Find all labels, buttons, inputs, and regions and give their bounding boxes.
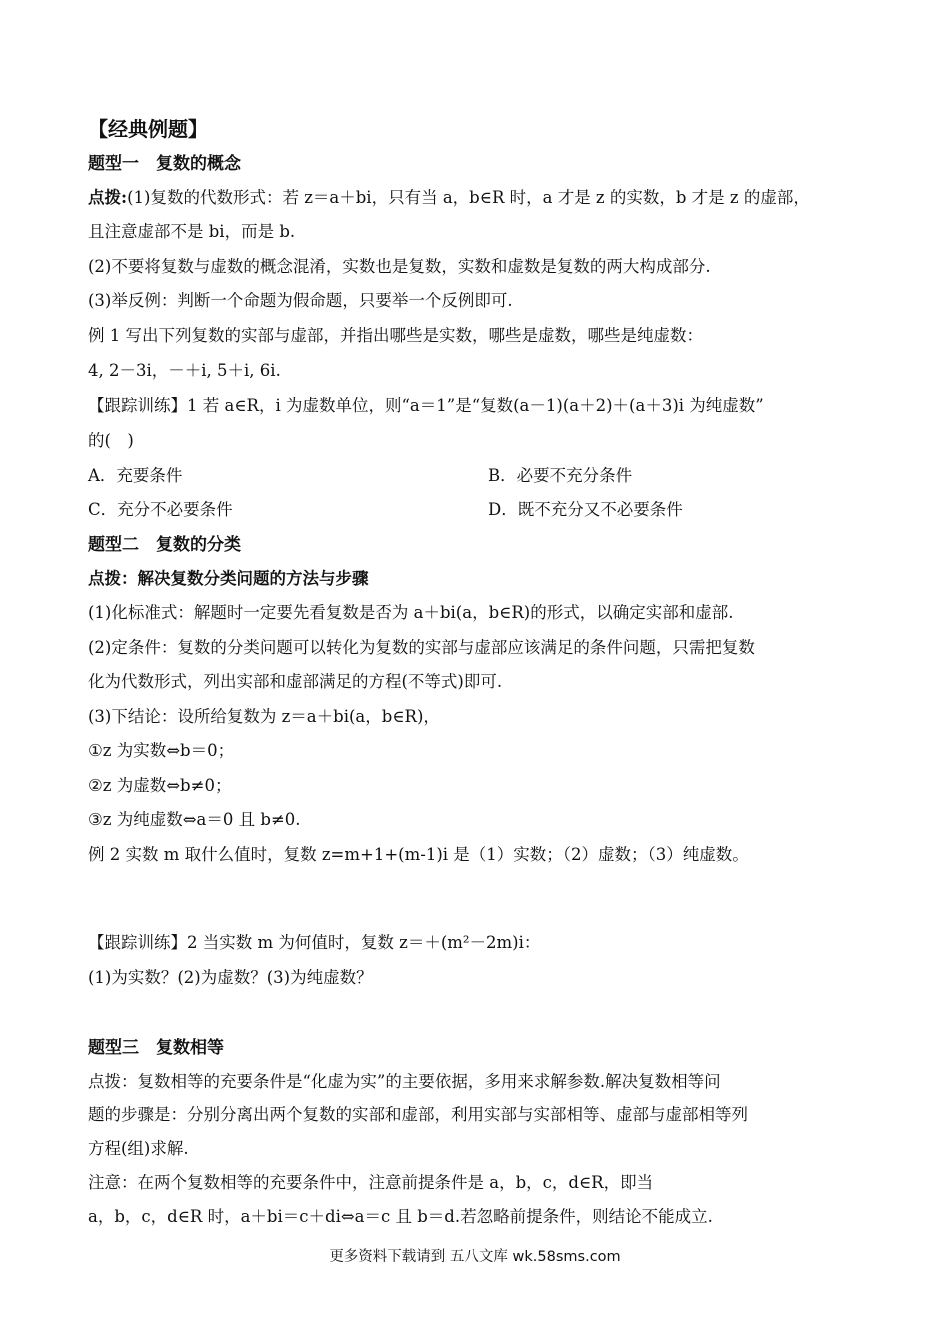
- option-d: D．既不充分又不必要条件: [488, 500, 683, 519]
- tip-2: 点拨：解决复数分类问题的方法与步骤: [88, 569, 369, 588]
- training-1: 【跟踪训练】1 若 a∈R，i 为虚数单位，则“a＝1”是“复数(a－1)(a＋2)＋(a＋3)i 为纯虚数”: [88, 396, 764, 415]
- case-1: ①z 为实数⇔b＝0；: [88, 741, 235, 760]
- example-2: 例 2 实数 m 取什么值时，复数 z=m+1+(m-1)i 是（1）实数；（2）虚数；（3）纯虚数。: [88, 845, 749, 864]
- tip-text: (1)复数的代数形式：若 z＝a＋bi，只有当 a，b∈R 时，a 才是 z 的实数，b 才是 z 的虚部，: [127, 188, 810, 207]
- training-2b: (1)为实数？(2)为虚数？(3)为纯虚数？: [88, 968, 373, 987]
- option-c: C．充分不必要条件: [88, 500, 233, 519]
- page-title: 【经典例题】: [88, 117, 208, 141]
- step-2b: 化为代数形式，列出实部和虚部满足的方程(不等式)即可.: [88, 672, 503, 691]
- step-1: (1)化标准式：解题时一定要先看复数是否为 a＋bi(a，b∈R)的形式，以确定实部和虚部.: [88, 603, 734, 622]
- footer-link[interactable]: 更多资料下载请到 五八文库 wk.58sms.com: [329, 1249, 621, 1265]
- example-1-numbers: 4, 2－3i，－＋i, 5＋i, 6i.: [88, 361, 281, 380]
- option-a: A．充要条件: [88, 466, 183, 485]
- note: 注意：在两个复数相等的充要条件中，注意前提条件是 a，b，c，d∈R，即当: [88, 1173, 654, 1192]
- tip-3b: 题的步骤是：分别分离出两个复数的实部和虚部，利用实部与实部相等、虚部与虚部相等列: [88, 1105, 748, 1124]
- step-2: (2)定条件：复数的分类问题可以转化为复数的实部与虚部应该满足的条件问题，只需把复数: [88, 638, 755, 657]
- tip-3: 点拨：复数相等的充要条件是“化虚为实”的主要依据，多用来求解参数.解决复数相等问: [88, 1072, 721, 1091]
- training-1b: 的( ): [88, 431, 134, 450]
- training-2: 【跟踪训练】2 当实数 m 为何值时，复数 z＝＋(m²－2m)i：: [88, 933, 541, 952]
- tip-line-2: (2)不要将复数与虚数的概念混淆，实数也是复数，实数和虚数是复数的两大构成部分.: [88, 257, 711, 276]
- section-heading-1: 题型一 复数的概念: [88, 154, 241, 174]
- case-2: ②z 为虚数⇔b≠0；: [88, 776, 232, 795]
- section-heading-3: 题型三 复数相等: [88, 1038, 224, 1058]
- step-3: (3)下结论：设所给复数为 z＝a＋bi(a，b∈R)，: [88, 707, 440, 726]
- tip-line-3: (3)举反例：判断一个命题为假命题，只要举一个反例即可.: [88, 291, 513, 310]
- tip-line-1b: 且注意虚部不是 bi，而是 b.: [88, 222, 296, 241]
- example-1: 例 1 写出下列复数的实部与虚部，并指出哪些是实数，哪些是虚数，哪些是纯虚数：: [88, 326, 703, 345]
- tip-line-1: [88, 186, 810, 210]
- section-heading-2: 题型二 复数的分类: [88, 535, 241, 555]
- option-b: B．必要不充分条件: [488, 466, 633, 485]
- case-3: ③z 为纯虚数⇔a＝0 且 b≠0.: [88, 810, 301, 829]
- tip-3c: 方程(组)求解.: [88, 1139, 189, 1158]
- note-b: a，b，c，d∈R 时，a＋bi＝c＋di⇔a＝c 且 b＝d.若忽略前提条件，则结论不能成立.: [88, 1207, 713, 1226]
- tip-label: 点拨:: [88, 188, 128, 207]
